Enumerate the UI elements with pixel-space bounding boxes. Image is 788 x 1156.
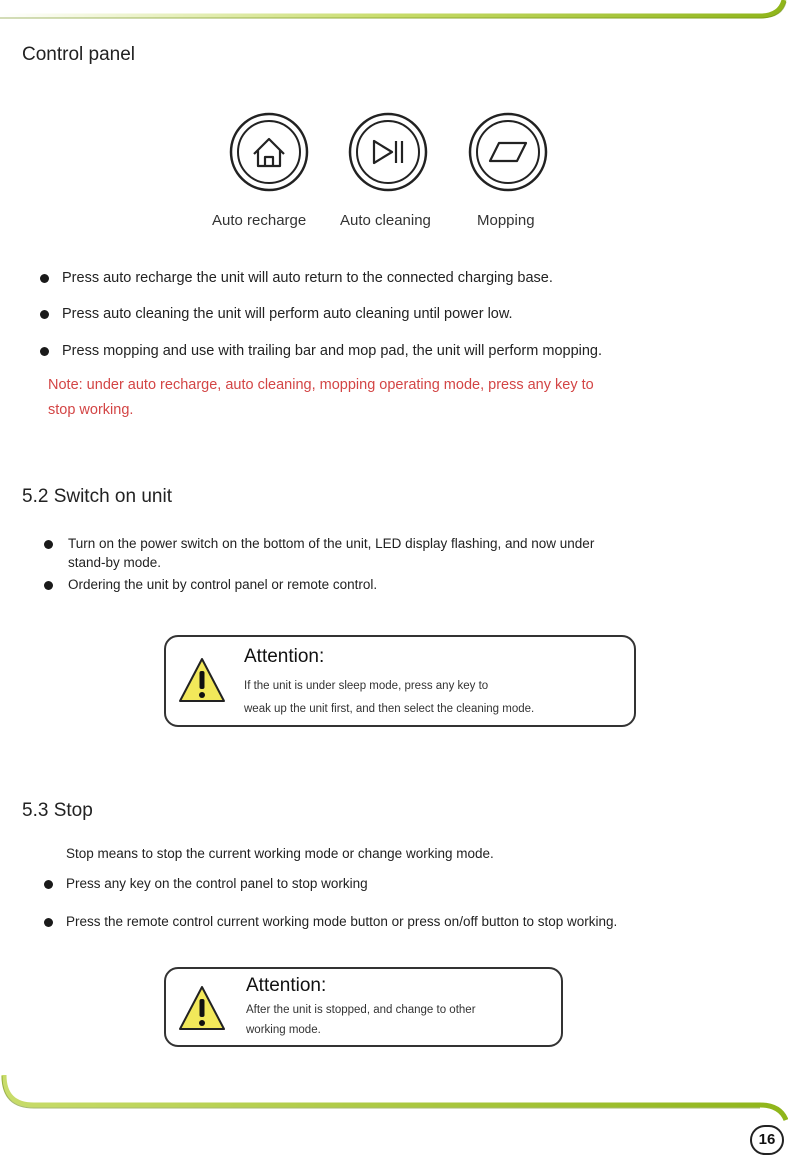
list-item — [40, 342, 602, 361]
section-title-stop: 5.3 Stop — [22, 800, 93, 821]
bullet-dot — [40, 347, 49, 356]
bullet-text: Ordering the unit by control panel or remote control. — [68, 577, 378, 592]
list-item — [44, 535, 594, 553]
bullet-dot — [44, 581, 53, 590]
attention-text-line-1: If the unit is under sleep mode, press any key to — [244, 680, 489, 692]
bullet-text: Press mopping and use with trailing bar and mop pad, the unit will perform mopping. — [62, 343, 603, 359]
bullet-text: Press the remote control current working mode button or press on/off button to stop working. — [66, 914, 618, 929]
attention-box — [164, 967, 563, 1047]
list-item — [44, 913, 617, 931]
mop-pad-icon — [468, 112, 548, 192]
list-item — [44, 576, 377, 594]
bullet-dot — [44, 880, 53, 889]
bullet-dot — [40, 310, 49, 319]
bullet-text: Press auto recharge the unit will auto return to the connected charging base. — [62, 270, 553, 286]
attention-text-line-2: working mode. — [246, 1024, 321, 1036]
mopping-button — [468, 112, 548, 192]
attention-text-line-1: After the unit is stopped, and change to other — [246, 1004, 476, 1016]
play-pause-icon — [348, 112, 428, 192]
home-icon — [229, 112, 309, 192]
warning-icon — [178, 983, 226, 1033]
bullet-dot — [44, 918, 53, 927]
attention-text-line-2: weak up the unit first, and then select the cleaning mode. — [244, 703, 535, 715]
page-number: 16 — [750, 1125, 784, 1155]
list-item — [40, 269, 553, 288]
attention-title: Attention: — [246, 975, 327, 996]
warning-icon — [178, 655, 226, 705]
section-title-switch-on: 5.2 Switch on unit — [22, 486, 172, 507]
auto-recharge-button — [229, 112, 309, 192]
bullet-text: Press any key on the control panel to stop working — [66, 876, 368, 891]
attention-box — [164, 635, 636, 727]
list-item — [40, 305, 513, 324]
auto-cleaning-button — [348, 112, 428, 192]
section-title-control-panel: Control panel — [22, 44, 136, 65]
note-line-1: Note: under auto recharge, auto cleaning, mopping operating mode, press any key to — [48, 377, 594, 393]
auto-recharge-label: Auto recharge — [212, 212, 307, 229]
mopping-label: Mopping — [477, 212, 535, 229]
bullet-text: Press auto cleaning the unit will perform auto cleaning until power low. — [62, 306, 513, 322]
bullet-dot — [40, 274, 49, 283]
bullet-dot — [44, 540, 53, 549]
bullet-text: Turn on the power switch on the bottom of the unit, LED display flashing, and now under — [68, 536, 595, 551]
note-line-2: stop working. — [48, 402, 134, 418]
auto-cleaning-label: Auto cleaning — [340, 212, 431, 229]
stop-intro: Stop means to stop the current working mode or change working mode. — [66, 846, 494, 861]
attention-title: Attention: — [244, 646, 325, 667]
bullet-text-continuation: stand-by mode. — [68, 555, 162, 570]
list-item — [44, 875, 368, 893]
